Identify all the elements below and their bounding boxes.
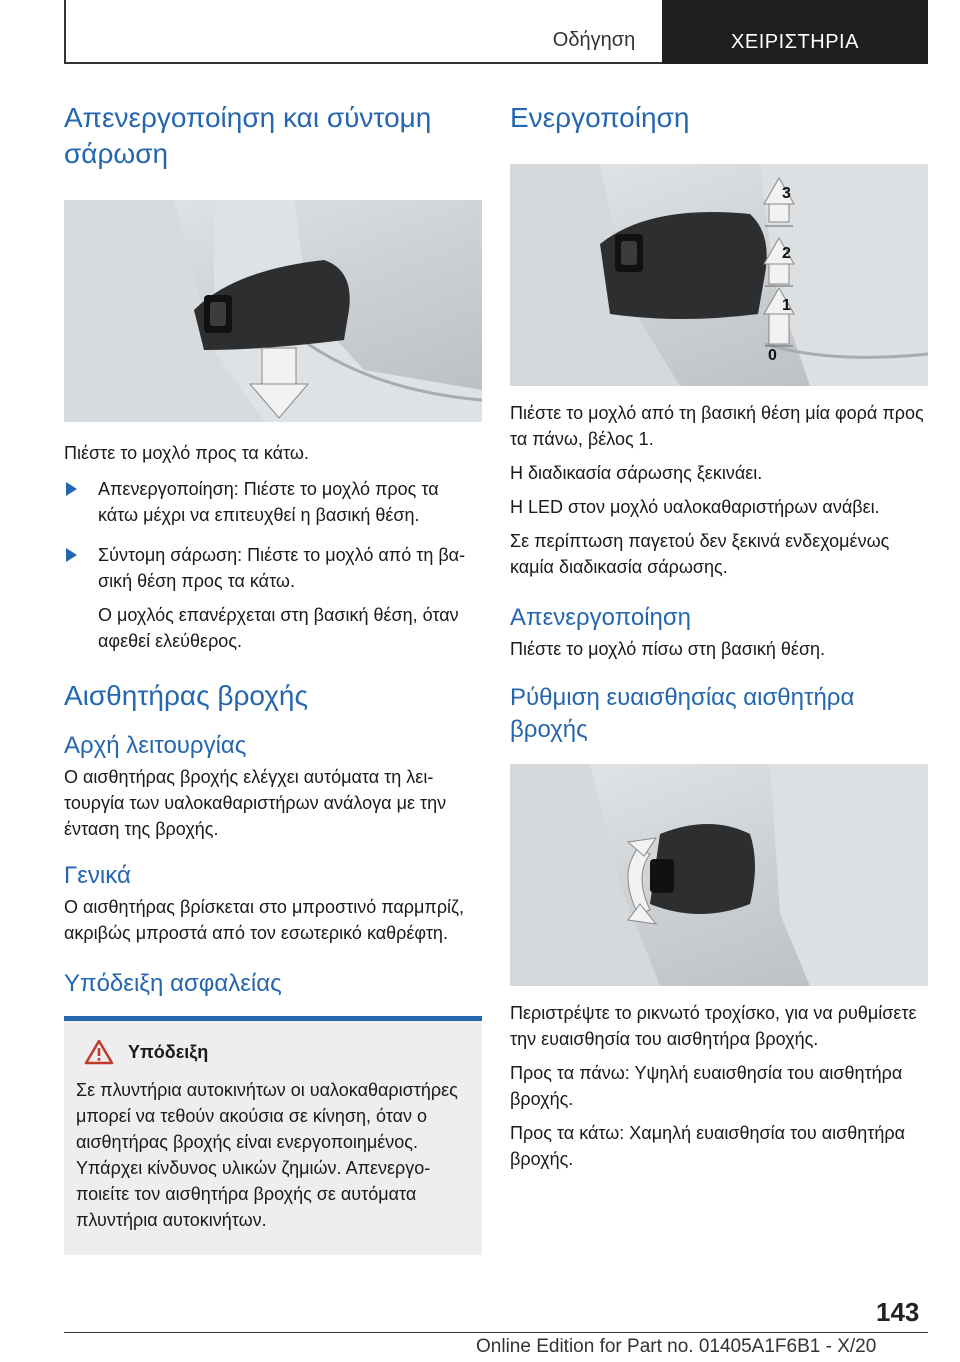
lever-up-photo — [510, 164, 928, 386]
position-label-1: 1 — [782, 297, 791, 314]
position-label-2: 2 — [782, 245, 791, 262]
general-text: Ο αισθητήρας βρίσκεται στο μπροστινό παρμπρίζ, ακριβώς μπροστά από τον εσωτερικό καθρέφτη. — [64, 897, 464, 943]
heading-deactivation-short-wipe: Απενεργοποίηση και σύντομη σάρωση — [64, 102, 432, 169]
warning-box — [64, 1021, 482, 1255]
activation-text-2: Η διαδικασία σάρωσης ξεκινάει. — [510, 463, 763, 483]
lever-down-caption: Πιέστε το μοχλό προς τα κάτω. — [64, 443, 309, 463]
warning-header — [84, 1039, 470, 1065]
warning-text: Σε πλυντήρια αυτοκινήτων οι υαλοκαθαριστήρες μπορεί να τεθούν ακούσια σε κίνηση, όταν ο αισθητήρας βροχής είναι ενεργοποιημένος. Υπάρχει κίνδυνος υλικών ζημιών. Απενεργοποιείτε τον αισθητήρα βροχής σε αυτόματα πλυντήρια αυτοκινήτων. — [76, 1080, 458, 1230]
sensitivity-text-2: Προς τα πάνω: Υψηλή ευαισθησία του αισθητήρα βροχής. — [510, 1063, 903, 1109]
bullet-deactivation — [64, 476, 482, 528]
deactivation-text: Πιέστε το μοχλό πίσω στη βασική θέση. — [510, 639, 826, 659]
heading-activation: Ενεργοποίηση — [510, 102, 690, 133]
lever-down-photo — [64, 200, 482, 422]
thumbwheel-photo — [510, 764, 928, 986]
lever-down-illustration — [64, 200, 482, 422]
thumbwheel-illustration — [510, 764, 928, 986]
position-label-3: 3 — [782, 185, 791, 202]
left-column — [64, 100, 482, 1255]
heading-principle: Αρχή λειτουργίας — [64, 732, 247, 759]
footer-edition: Online Edition for Part no. 01405A1F6B1 - X/20 — [476, 1336, 877, 1357]
heading-sensitivity: Ρύθμιση ευαισθησίας αισθητήρα βροχής — [510, 684, 855, 743]
bullet-short-wipe-text: Σύντομη σάρωση: Πιέστε το μοχλό από τη βασική θέση προς τα κάτω. — [98, 545, 466, 591]
bullet-deactivation-text: Απενεργοποίηση: Πιέστε το μοχλό προς τα κάτω μέχρι να επιτευχθεί η βασική θέση. — [98, 479, 439, 525]
arrow-up-icon — [764, 178, 794, 346]
principle-text: Ο αισθητήρας βροχής ελέγχει αυτόματα τη λειτουργία των υαλοκαθαριστήρων ανάλογα με την ένταση της βροχής. — [64, 767, 447, 839]
heading-general: Γενικά — [64, 862, 131, 889]
lever-up-illustration — [510, 164, 928, 386]
activation-text-3: Η LED στον μοχλό υαλοκαθαριστήρων ανάβει. — [510, 497, 880, 517]
activation-text-1: Πιέστε το μοχλό από τη βασική θέση μία φορά προς τα πάνω, βέλος 1. — [510, 403, 924, 449]
footer-rule — [64, 1332, 928, 1333]
heading-rain-sensor: Αισθητήρας βροχής — [64, 680, 308, 711]
heading-deactivation: Απενεργοποίηση — [510, 604, 692, 631]
warning-title: Υπόδειξη — [128, 1041, 209, 1062]
page-number: 143 — [876, 1297, 920, 1327]
bullet-triangle-icon — [66, 548, 77, 562]
sensitivity-text-1: Περιστρέψτε το ρικνωτό τροχίσκο, για να ρυθμίσετε την ευαισθησία του αισθητήρα βροχής. — [510, 1003, 917, 1049]
header-chapter-tab: ΧΕΙΡΙΣΤΗΡΙΑ — [662, 0, 928, 64]
warning-triangle-icon — [84, 1039, 114, 1065]
position-label-0: 0 — [768, 347, 777, 364]
bullet-triangle-icon — [66, 482, 77, 496]
short-wipe-note: Ο μοχλός επανέρχεται στη βασική θέση, όταν αφεθεί ελεύθερος. — [98, 605, 459, 651]
heading-safety-note: Υπόδειξη ασφαλείας — [64, 970, 282, 997]
header-section-title: Οδήγηση — [552, 29, 636, 51]
right-column — [510, 100, 928, 1172]
activation-text-4: Σε περίπτωση παγετού δεν ξεκινά ενδεχομένως καμία διαδικασία σάρωσης. — [510, 531, 890, 577]
bullet-short-wipe — [64, 542, 482, 594]
sensitivity-text-3: Προς τα κάτω: Χαμηλή ευαισθησία του αισθητήρα βροχής. — [510, 1123, 906, 1169]
